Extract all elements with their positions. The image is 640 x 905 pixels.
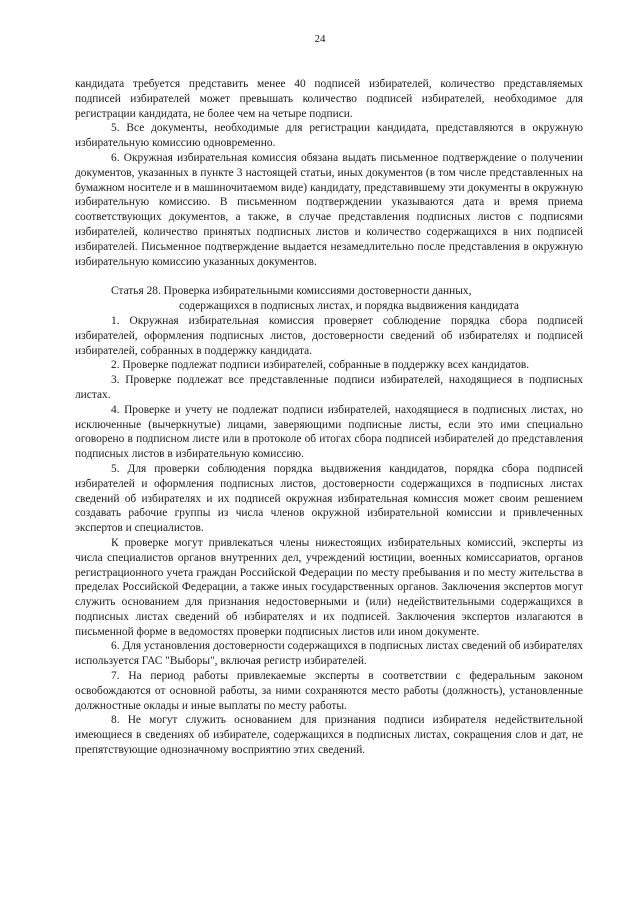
article-paragraph-7: 7. На период работы привлекаемые эксперты в соответствии с федеральным законом освобождаются от основной работы, за ними сохраняются место работы (должность), установленные должностные оклады и иные выплаты по месту работы. (75, 670, 583, 712)
article-paragraph-5-continued: К проверке могут привлекаться члены нижестоящих избирательных комиссий, эксперты из числа специалистов органов внутренних дел, учреждений юстиции, военных комиссариатов, органов регистрационного учета граждан Российской Федерации по месту пребывания и по месту жительства в пределах Российской Федерации, а также иных государственных органов. Заключения экспертов могут служить основанием для признания недостоверными и (или) недействительными содержащихся в подписных листах сведений об избирателях и их подписей. Заключения экспертов излагаются в письменной форме в ведомостях проверки подписных листов или ином документе. (75, 536, 583, 638)
section-gap (75, 269, 583, 284)
article-heading-line-2: содержащихся в подписных листах, и порядка выдвижения кандидата (179, 300, 519, 313)
article-paragraph-2: 2. Проверке подлежат подписи избирателей, собранные в поддержку всех кандидатов. (111, 359, 530, 372)
paragraph-5: 5. Все документы, необходимые для регистрации кандидата, представляются в окружную избирательную комиссию одновременно. (75, 122, 583, 150)
paragraph-6: 6. Окружная избирательная комиссия обязана выдать письменное подтверждение о получении документов, указанных в пункте 3 настоящей статьи, иных документов (в том числе представленных на бумажном носителе и в машиночитаемом виде) кандидату, представившему эти документы в окружную избирательную комиссию. В письменном подтверждении указываются дата и время приема соответствующих документов, а также, в случае представления подписных листов с подписями избирателей, количество принятых подписных листов и количество содержащихся в них подписей избирателей. Письменное подтверждение выдается незамедлительно после представления в окружную избирательную комиссию указанных документов. (75, 151, 583, 268)
article-paragraph-4: 4. Проверке и учету не подлежат подписи избирателей, находящиеся в подписных листах, но исключенные (вычеркнутые) лицами, заверяющими подписные листы, если это ими специально оговорено в подписном листе или в протоколе об итогах сбора подписей избирателей до представления подписных листов в избирательную комиссию. (75, 403, 583, 461)
article-paragraph-5: 5. Для проверки соблюдения порядка выдвижения кандидатов, порядка сбора подписей избирателей и оформления подписных листов, достоверности содержащихся в подписных листах сведений об избирателях и их подписей окружная избирательная комиссия может своим решением создавать рабочие группы из числа членов окружной избирательной комиссии и привлеченных экспертов и специалистов. (75, 462, 583, 535)
article-heading (75, 284, 583, 314)
document-body (75, 77, 583, 758)
article-paragraph-8: 8. Не могут служить основанием для признания подписи избирателя недействительной имеющиеся в сведениях об избирателе, содержащихся в подписных листах, сокращения слов и дат, не препятствующие однозначному восприятию этих сведений. (75, 714, 583, 757)
page-number: 24 (314, 33, 326, 45)
article-heading-line-1: Статья 28. Проверка избирательными комиссиями достоверности данных, (111, 285, 472, 298)
article-paragraph-6: 6. Для установления достоверности содержащихся в подписных листах сведений об избирателях используется ГАС "Выборы", включая регистр избирателей. (75, 640, 583, 668)
article-paragraph-1: 1. Окружная избирательная комиссия проверяет соблюдение порядка сбора подписей избирателей, оформления подписных листов, достоверности сведений об избирателях и подписей избирателей, собранных в поддержку кандидата. (75, 314, 583, 357)
article-paragraph-3: 3. Проверке подлежат все представленные подписи избирателей, находящиеся в подписных листах. (75, 374, 583, 401)
paragraph-continuation: кандидата требуется представить менее 40 подписей избирателей, количество представляемых подписей избирателей может превышать количество подписей избирателей, необходимое для регистрации кандидата, не более чем на четыре подписи. (75, 78, 583, 120)
